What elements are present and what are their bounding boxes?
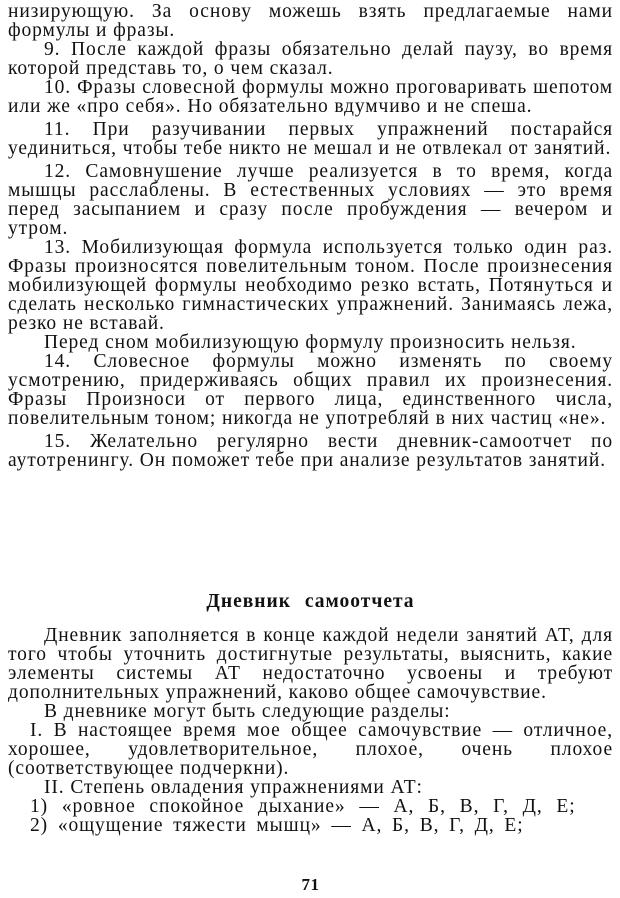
rule-13: 13. Мобилизующая формула используется только один раз. Фразы произносятся повелительным тоном. После произнесения мобилизующей формулы необходимо резко встать, Потянуться и сделать несколько гимнастических упражнений. Занимаясь лежа, резко не вставай. — [8, 237, 613, 334]
rule-14: 14. Словесное формулы можно изменять по своему усмотрению, придерживаясь общих правил их произнесения. Фразы Произноси от первого лица, единственного числа, повелительным тоном; никогда не употребляй в них частиц «не». — [8, 351, 613, 429]
paragraph-continuation: низирующую. За основу можешь взять предлагаемые нами формулы и фразы. — [8, 1, 613, 41]
page-number: 71 — [301, 875, 320, 894]
rule-9: 9. После каждой фразы обязательно делай паузу, во время которой представь то, о чем сказал. — [8, 39, 613, 79]
rule-12: 12. Самовнушение лучше реализуется в то время, когда мышцы расслаблены. В естественных условиях — это время перед засыпанием и сразу после пробуждения — вечером и утром. — [8, 161, 613, 239]
rules-list — [8, 2, 613, 470]
rule-11: 11. При разучивании первых упражнений постарайся уединиться, чтобы тебе никто не мешал и не отвлекал от занятий. — [8, 119, 613, 159]
rule-10: 10. Фразы словесной формулы можно проговаривать шепотом или же «про себя». Но обязательно вдумчиво и не спеша. — [8, 77, 613, 117]
diary-item-2: 2) «ощущение тяжести мышц» — А, Б, В, Г, Д, Е; — [30, 815, 524, 836]
diary-section — [8, 626, 613, 835]
section-heading: Дневник самоотчета — [206, 591, 415, 612]
book-page — [8, 0, 613, 898]
diary-intro: Дневник заполняется в конце каждой недели занятий АТ, для того чтобы уточнить достигнутые результаты, выяснить, какие элементы системы АТ недостаточно усвоены и требуют дополнительных упражнений, каково общее самочувствие. — [8, 625, 613, 703]
rule-13-note: Перед сном мобилизующую формулу произносить нельзя. — [44, 332, 577, 353]
diary-section-2: II. Степень овладения упражнениями АТ: — [44, 777, 423, 798]
rule-15: 15. Желательно регулярно вести дневник-самоотчет по аутотренингу. Он поможет тебе при анализе результатов занятий. — [8, 431, 613, 471]
diary-item-1: 1) «ровное спокойное дыхание» — А, Б, В, Г, Д, Е; — [30, 796, 576, 817]
diary-section-1: I. В настоящее время мое общее самочувствие — отличное, хорошее, удовлетворительное, плохое, очень плохое (соответствующее подчеркни). — [8, 720, 613, 779]
diary-sections-intro: В дневнике могут быть следующие разделы: — [44, 701, 451, 722]
